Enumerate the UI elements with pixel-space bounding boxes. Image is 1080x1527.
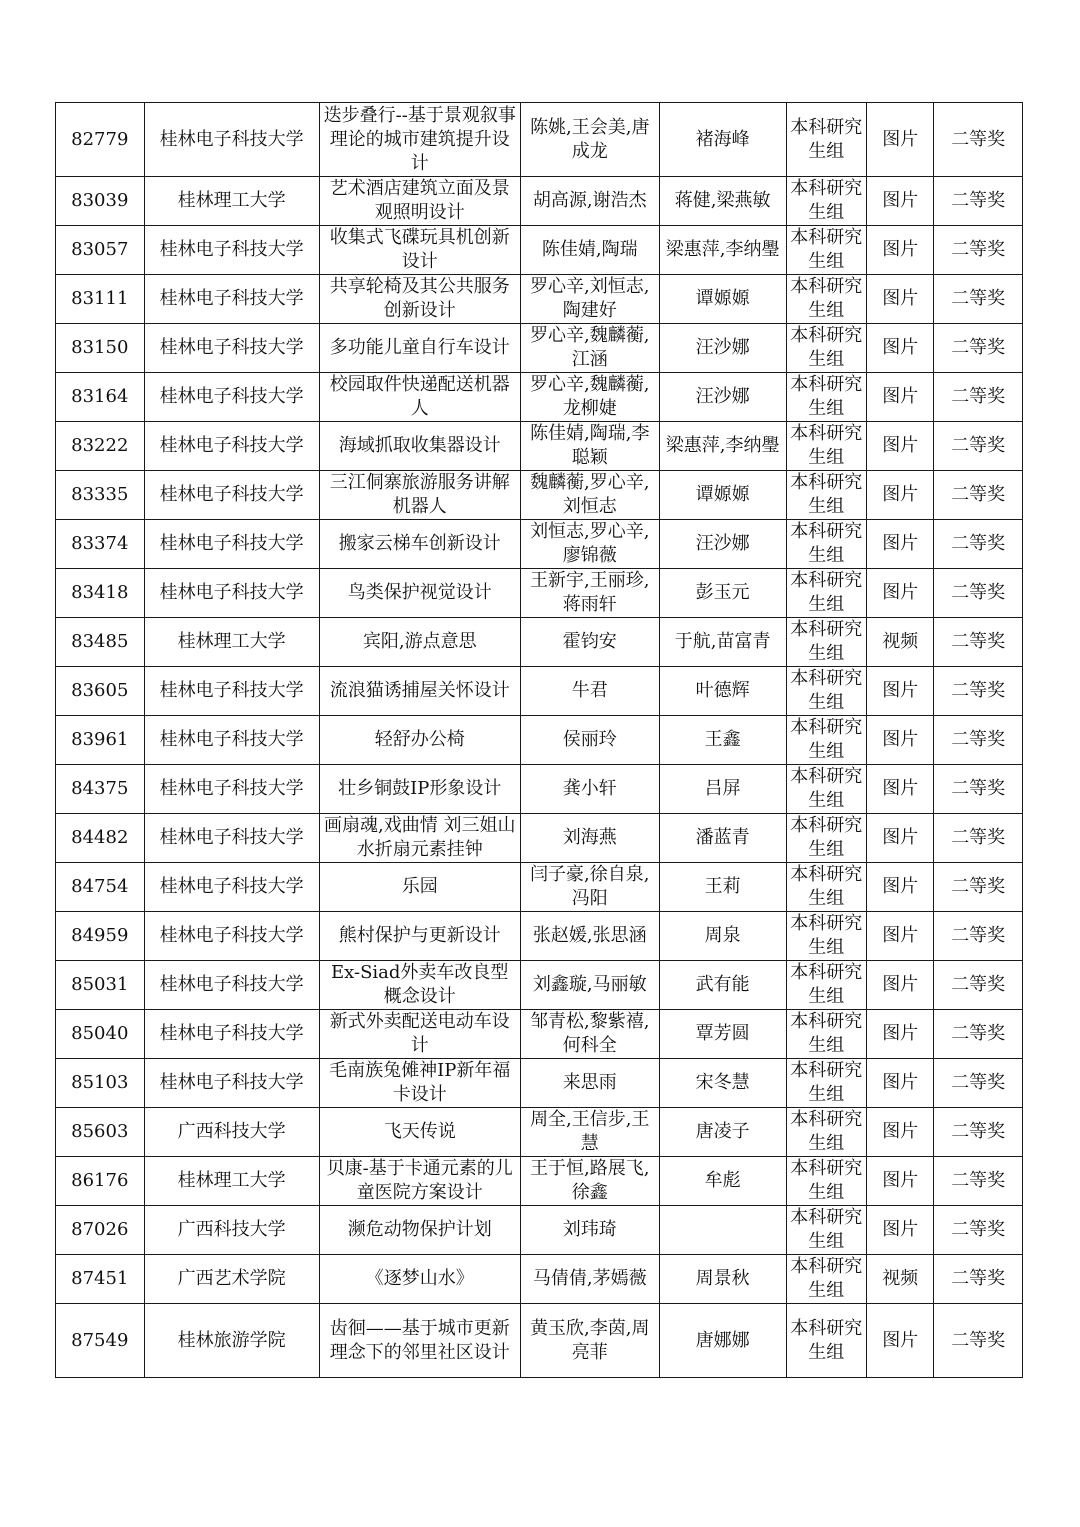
cell-work-id: 82779 bbox=[56, 103, 145, 177]
cell-authors: 霍钧安 bbox=[520, 618, 659, 667]
cell-group: 本科研究生组 bbox=[786, 103, 866, 177]
table-row bbox=[56, 1010, 1023, 1059]
cell-group: 本科研究生组 bbox=[786, 226, 866, 275]
cell-advisor: 吕屏 bbox=[659, 765, 786, 814]
cell-authors: 罗心辛,刘恒志,陶建好 bbox=[520, 275, 659, 324]
table-row bbox=[56, 1255, 1023, 1304]
cell-work-title: 宾阳,游点意思 bbox=[319, 618, 520, 667]
cell-work-type: 图片 bbox=[866, 1059, 933, 1108]
cell-award: 二等奖 bbox=[934, 177, 1023, 226]
cell-work-title: 画扇魂,戏曲情 刘三姐山水折扇元素挂钟 bbox=[319, 814, 520, 863]
cell-award: 二等奖 bbox=[934, 520, 1023, 569]
table-row bbox=[56, 373, 1023, 422]
cell-work-title: 毛南族兔傩神IP新年福卡设计 bbox=[319, 1059, 520, 1108]
cell-work-title: 乐园 bbox=[319, 863, 520, 912]
cell-award: 二等奖 bbox=[934, 961, 1023, 1010]
table-row bbox=[56, 1059, 1023, 1108]
cell-advisor: 于航,苗富青 bbox=[659, 618, 786, 667]
cell-advisor: 潘蓝青 bbox=[659, 814, 786, 863]
cell-authors: 陈姚,王会美,唐成龙 bbox=[520, 103, 659, 177]
cell-work-type: 图片 bbox=[866, 814, 933, 863]
cell-work-title: 艺术酒店建筑立面及景观照明设计 bbox=[319, 177, 520, 226]
cell-advisor: 褚海峰 bbox=[659, 103, 786, 177]
cell-school: 桂林电子科技大学 bbox=[144, 716, 319, 765]
cell-work-id: 85603 bbox=[56, 1108, 145, 1157]
table-row bbox=[56, 569, 1023, 618]
cell-work-type: 图片 bbox=[866, 765, 933, 814]
cell-work-type: 图片 bbox=[866, 422, 933, 471]
cell-work-title: 贝康-基于卡通元素的儿童医院方案设计 bbox=[319, 1157, 520, 1206]
awards-table bbox=[55, 102, 1023, 1378]
table-row bbox=[56, 1304, 1023, 1378]
cell-work-id: 87026 bbox=[56, 1206, 145, 1255]
cell-advisor: 汪沙娜 bbox=[659, 520, 786, 569]
cell-authors: 陈佳婧,陶瑞,李聪颖 bbox=[520, 422, 659, 471]
cell-advisor: 王鑫 bbox=[659, 716, 786, 765]
cell-award: 二等奖 bbox=[934, 1206, 1023, 1255]
cell-work-id: 83111 bbox=[56, 275, 145, 324]
cell-work-title: 新式外卖配送电动车设计 bbox=[319, 1010, 520, 1059]
cell-group: 本科研究生组 bbox=[786, 667, 866, 716]
cell-work-title: 《逐梦山水》 bbox=[319, 1255, 520, 1304]
cell-award: 二等奖 bbox=[934, 667, 1023, 716]
cell-work-id: 83057 bbox=[56, 226, 145, 275]
cell-award: 二等奖 bbox=[934, 863, 1023, 912]
cell-authors: 陈佳婧,陶瑞 bbox=[520, 226, 659, 275]
cell-authors: 闫子豪,徐自泉,冯阳 bbox=[520, 863, 659, 912]
table-row bbox=[56, 667, 1023, 716]
cell-group: 本科研究生组 bbox=[786, 569, 866, 618]
cell-work-id: 83374 bbox=[56, 520, 145, 569]
cell-work-title: 多功能儿童自行车设计 bbox=[319, 324, 520, 373]
cell-school: 桂林电子科技大学 bbox=[144, 961, 319, 1010]
cell-advisor: 梁惠萍,李纳璺 bbox=[659, 226, 786, 275]
cell-award: 二等奖 bbox=[934, 912, 1023, 961]
cell-group: 本科研究生组 bbox=[786, 1108, 866, 1157]
cell-group: 本科研究生组 bbox=[786, 324, 866, 373]
table-row bbox=[56, 912, 1023, 961]
cell-work-id: 84754 bbox=[56, 863, 145, 912]
cell-work-title: 搬家云梯车创新设计 bbox=[319, 520, 520, 569]
cell-group: 本科研究生组 bbox=[786, 1059, 866, 1108]
table-row bbox=[56, 716, 1023, 765]
cell-authors: 魏麟蘅,罗心辛,刘恒志 bbox=[520, 471, 659, 520]
cell-school: 桂林电子科技大学 bbox=[144, 1059, 319, 1108]
cell-authors: 刘玮琦 bbox=[520, 1206, 659, 1255]
cell-group: 本科研究生组 bbox=[786, 373, 866, 422]
cell-advisor: 牟彪 bbox=[659, 1157, 786, 1206]
cell-award: 二等奖 bbox=[934, 1255, 1023, 1304]
cell-authors: 罗心辛,魏麟蘅,江涵 bbox=[520, 324, 659, 373]
cell-authors: 胡高源,谢浩杰 bbox=[520, 177, 659, 226]
cell-advisor: 彭玉元 bbox=[659, 569, 786, 618]
cell-work-id: 87549 bbox=[56, 1304, 145, 1378]
cell-school: 广西科技大学 bbox=[144, 1108, 319, 1157]
cell-advisor: 唐凌子 bbox=[659, 1108, 786, 1157]
table-row bbox=[56, 961, 1023, 1010]
table-row bbox=[56, 863, 1023, 912]
cell-school: 广西科技大学 bbox=[144, 1206, 319, 1255]
cell-work-type: 图片 bbox=[866, 177, 933, 226]
cell-authors: 刘恒志,罗心辛,廖锦薇 bbox=[520, 520, 659, 569]
cell-work-title: 迭步叠行--基于景观叙事理论的城市建筑提升设计 bbox=[319, 103, 520, 177]
cell-school: 桂林理工大学 bbox=[144, 177, 319, 226]
cell-award: 二等奖 bbox=[934, 275, 1023, 324]
table-row bbox=[56, 103, 1023, 177]
cell-school: 广西艺术学院 bbox=[144, 1255, 319, 1304]
cell-work-type: 图片 bbox=[866, 103, 933, 177]
table-row bbox=[56, 1108, 1023, 1157]
cell-advisor: 周景秋 bbox=[659, 1255, 786, 1304]
cell-work-id: 84482 bbox=[56, 814, 145, 863]
cell-group: 本科研究生组 bbox=[786, 814, 866, 863]
table-body bbox=[56, 103, 1023, 1378]
cell-advisor: 梁惠萍,李纳璺 bbox=[659, 422, 786, 471]
table-row bbox=[56, 471, 1023, 520]
cell-school: 桂林电子科技大学 bbox=[144, 275, 319, 324]
cell-school: 桂林电子科技大学 bbox=[144, 103, 319, 177]
cell-award: 二等奖 bbox=[934, 226, 1023, 275]
cell-work-title: Ex-Siad外卖车改良型概念设计 bbox=[319, 961, 520, 1010]
cell-school: 桂林电子科技大学 bbox=[144, 520, 319, 569]
cell-work-type: 图片 bbox=[866, 226, 933, 275]
cell-award: 二等奖 bbox=[934, 716, 1023, 765]
cell-work-id: 87451 bbox=[56, 1255, 145, 1304]
cell-work-title: 共享轮椅及其公共服务创新设计 bbox=[319, 275, 520, 324]
cell-work-id: 83335 bbox=[56, 471, 145, 520]
cell-work-id: 83485 bbox=[56, 618, 145, 667]
cell-school: 桂林电子科技大学 bbox=[144, 863, 319, 912]
cell-work-type: 视频 bbox=[866, 618, 933, 667]
cell-advisor: 周泉 bbox=[659, 912, 786, 961]
cell-advisor: 覃芳圆 bbox=[659, 1010, 786, 1059]
cell-authors: 王新宇,王丽珍,蒋雨轩 bbox=[520, 569, 659, 618]
cell-award: 二等奖 bbox=[934, 765, 1023, 814]
cell-work-id: 83150 bbox=[56, 324, 145, 373]
cell-award: 二等奖 bbox=[934, 373, 1023, 422]
cell-group: 本科研究生组 bbox=[786, 1157, 866, 1206]
cell-authors: 牛君 bbox=[520, 667, 659, 716]
cell-award: 二等奖 bbox=[934, 1010, 1023, 1059]
cell-group: 本科研究生组 bbox=[786, 177, 866, 226]
cell-award: 二等奖 bbox=[934, 103, 1023, 177]
cell-authors: 侯丽玲 bbox=[520, 716, 659, 765]
cell-work-type: 图片 bbox=[866, 1108, 933, 1157]
cell-group: 本科研究生组 bbox=[786, 618, 866, 667]
cell-work-title: 飞天传说 bbox=[319, 1108, 520, 1157]
cell-school: 桂林电子科技大学 bbox=[144, 569, 319, 618]
table-row bbox=[56, 765, 1023, 814]
cell-advisor: 蒋健,梁燕敏 bbox=[659, 177, 786, 226]
cell-award: 二等奖 bbox=[934, 569, 1023, 618]
cell-authors: 马倩倩,茅嫣薇 bbox=[520, 1255, 659, 1304]
cell-work-id: 83418 bbox=[56, 569, 145, 618]
cell-advisor: 汪沙娜 bbox=[659, 324, 786, 373]
cell-group: 本科研究生组 bbox=[786, 1255, 866, 1304]
cell-school: 桂林理工大学 bbox=[144, 618, 319, 667]
cell-award: 二等奖 bbox=[934, 618, 1023, 667]
cell-work-type: 图片 bbox=[866, 471, 933, 520]
cell-work-type: 图片 bbox=[866, 863, 933, 912]
cell-advisor: 宋冬慧 bbox=[659, 1059, 786, 1108]
cell-school: 桂林电子科技大学 bbox=[144, 912, 319, 961]
cell-group: 本科研究生组 bbox=[786, 863, 866, 912]
cell-school: 桂林理工大学 bbox=[144, 1157, 319, 1206]
cell-work-title: 齿徊——基于城市更新理念下的邻里社区设计 bbox=[319, 1304, 520, 1378]
cell-school: 桂林电子科技大学 bbox=[144, 324, 319, 373]
cell-work-id: 83222 bbox=[56, 422, 145, 471]
cell-work-type: 图片 bbox=[866, 1304, 933, 1378]
cell-authors: 罗心辛,魏麟蘅,龙柳婕 bbox=[520, 373, 659, 422]
cell-advisor: 唐娜娜 bbox=[659, 1304, 786, 1378]
table-row bbox=[56, 275, 1023, 324]
cell-group: 本科研究生组 bbox=[786, 765, 866, 814]
cell-work-title: 校园取件快递配送机器人 bbox=[319, 373, 520, 422]
cell-group: 本科研究生组 bbox=[786, 961, 866, 1010]
cell-work-type: 图片 bbox=[866, 1157, 933, 1206]
cell-work-title: 流浪猫诱捕屋关怀设计 bbox=[319, 667, 520, 716]
cell-award: 二等奖 bbox=[934, 1108, 1023, 1157]
cell-authors: 来思雨 bbox=[520, 1059, 659, 1108]
cell-award: 二等奖 bbox=[934, 471, 1023, 520]
cell-group: 本科研究生组 bbox=[786, 1206, 866, 1255]
cell-group: 本科研究生组 bbox=[786, 275, 866, 324]
cell-work-title: 熊村保护与更新设计 bbox=[319, 912, 520, 961]
cell-authors: 周全,王信步,王慧 bbox=[520, 1108, 659, 1157]
cell-group: 本科研究生组 bbox=[786, 1304, 866, 1378]
cell-award: 二等奖 bbox=[934, 1059, 1023, 1108]
cell-work-title: 壮乡铜鼓IP形象设计 bbox=[319, 765, 520, 814]
cell-school: 桂林电子科技大学 bbox=[144, 422, 319, 471]
cell-award: 二等奖 bbox=[934, 1304, 1023, 1378]
cell-group: 本科研究生组 bbox=[786, 422, 866, 471]
cell-authors: 王于恒,路展飞,徐鑫 bbox=[520, 1157, 659, 1206]
cell-work-title: 濒危动物保护计划 bbox=[319, 1206, 520, 1255]
cell-school: 桂林电子科技大学 bbox=[144, 667, 319, 716]
table-row bbox=[56, 1157, 1023, 1206]
cell-advisor bbox=[659, 1206, 786, 1255]
cell-work-title: 海域抓取收集器设计 bbox=[319, 422, 520, 471]
cell-school: 桂林电子科技大学 bbox=[144, 814, 319, 863]
table-row bbox=[56, 1206, 1023, 1255]
cell-work-id: 83164 bbox=[56, 373, 145, 422]
cell-school: 桂林电子科技大学 bbox=[144, 226, 319, 275]
cell-work-id: 85040 bbox=[56, 1010, 145, 1059]
cell-work-type: 图片 bbox=[866, 716, 933, 765]
cell-group: 本科研究生组 bbox=[786, 1010, 866, 1059]
cell-school: 桂林电子科技大学 bbox=[144, 471, 319, 520]
cell-authors: 邹青松,黎紫禧,何科全 bbox=[520, 1010, 659, 1059]
cell-work-type: 视频 bbox=[866, 1255, 933, 1304]
cell-work-title: 收集式飞碟玩具机创新设计 bbox=[319, 226, 520, 275]
cell-school: 桂林旅游学院 bbox=[144, 1304, 319, 1378]
cell-authors: 张赵媛,张思涵 bbox=[520, 912, 659, 961]
table-row bbox=[56, 520, 1023, 569]
cell-authors: 刘海燕 bbox=[520, 814, 659, 863]
cell-award: 二等奖 bbox=[934, 814, 1023, 863]
cell-work-id: 83605 bbox=[56, 667, 145, 716]
table-row bbox=[56, 422, 1023, 471]
cell-work-id: 83961 bbox=[56, 716, 145, 765]
cell-work-title: 轻舒办公椅 bbox=[319, 716, 520, 765]
cell-work-type: 图片 bbox=[866, 667, 933, 716]
cell-work-type: 图片 bbox=[866, 275, 933, 324]
cell-work-type: 图片 bbox=[866, 1206, 933, 1255]
cell-advisor: 谭嫄嫄 bbox=[659, 471, 786, 520]
cell-school: 桂林电子科技大学 bbox=[144, 373, 319, 422]
cell-work-type: 图片 bbox=[866, 1010, 933, 1059]
cell-work-id: 86176 bbox=[56, 1157, 145, 1206]
cell-work-type: 图片 bbox=[866, 912, 933, 961]
cell-award: 二等奖 bbox=[934, 324, 1023, 373]
cell-award: 二等奖 bbox=[934, 422, 1023, 471]
cell-group: 本科研究生组 bbox=[786, 912, 866, 961]
cell-advisor: 武有能 bbox=[659, 961, 786, 1010]
cell-group: 本科研究生组 bbox=[786, 716, 866, 765]
cell-work-type: 图片 bbox=[866, 520, 933, 569]
cell-work-id: 84959 bbox=[56, 912, 145, 961]
cell-group: 本科研究生组 bbox=[786, 520, 866, 569]
cell-school: 桂林电子科技大学 bbox=[144, 765, 319, 814]
cell-work-type: 图片 bbox=[866, 569, 933, 618]
cell-award: 二等奖 bbox=[934, 1157, 1023, 1206]
cell-work-id: 83039 bbox=[56, 177, 145, 226]
cell-group: 本科研究生组 bbox=[786, 471, 866, 520]
cell-advisor: 叶德辉 bbox=[659, 667, 786, 716]
table-row bbox=[56, 226, 1023, 275]
cell-authors: 龚小轩 bbox=[520, 765, 659, 814]
cell-advisor: 汪沙娜 bbox=[659, 373, 786, 422]
cell-authors: 黄玉欣,李茵,周亮菲 bbox=[520, 1304, 659, 1378]
cell-work-title: 鸟类保护视觉设计 bbox=[319, 569, 520, 618]
table-row bbox=[56, 814, 1023, 863]
cell-work-title: 三江侗寨旅游服务讲解机器人 bbox=[319, 471, 520, 520]
cell-school: 桂林电子科技大学 bbox=[144, 1010, 319, 1059]
cell-work-id: 85031 bbox=[56, 961, 145, 1010]
cell-work-type: 图片 bbox=[866, 961, 933, 1010]
table-row bbox=[56, 618, 1023, 667]
cell-advisor: 谭嫄嫄 bbox=[659, 275, 786, 324]
cell-authors: 刘鑫璇,马丽敏 bbox=[520, 961, 659, 1010]
cell-work-id: 84375 bbox=[56, 765, 145, 814]
table-row bbox=[56, 177, 1023, 226]
table-row bbox=[56, 324, 1023, 373]
cell-advisor: 王莉 bbox=[659, 863, 786, 912]
cell-work-id: 85103 bbox=[56, 1059, 145, 1108]
cell-work-type: 图片 bbox=[866, 373, 933, 422]
cell-work-type: 图片 bbox=[866, 324, 933, 373]
